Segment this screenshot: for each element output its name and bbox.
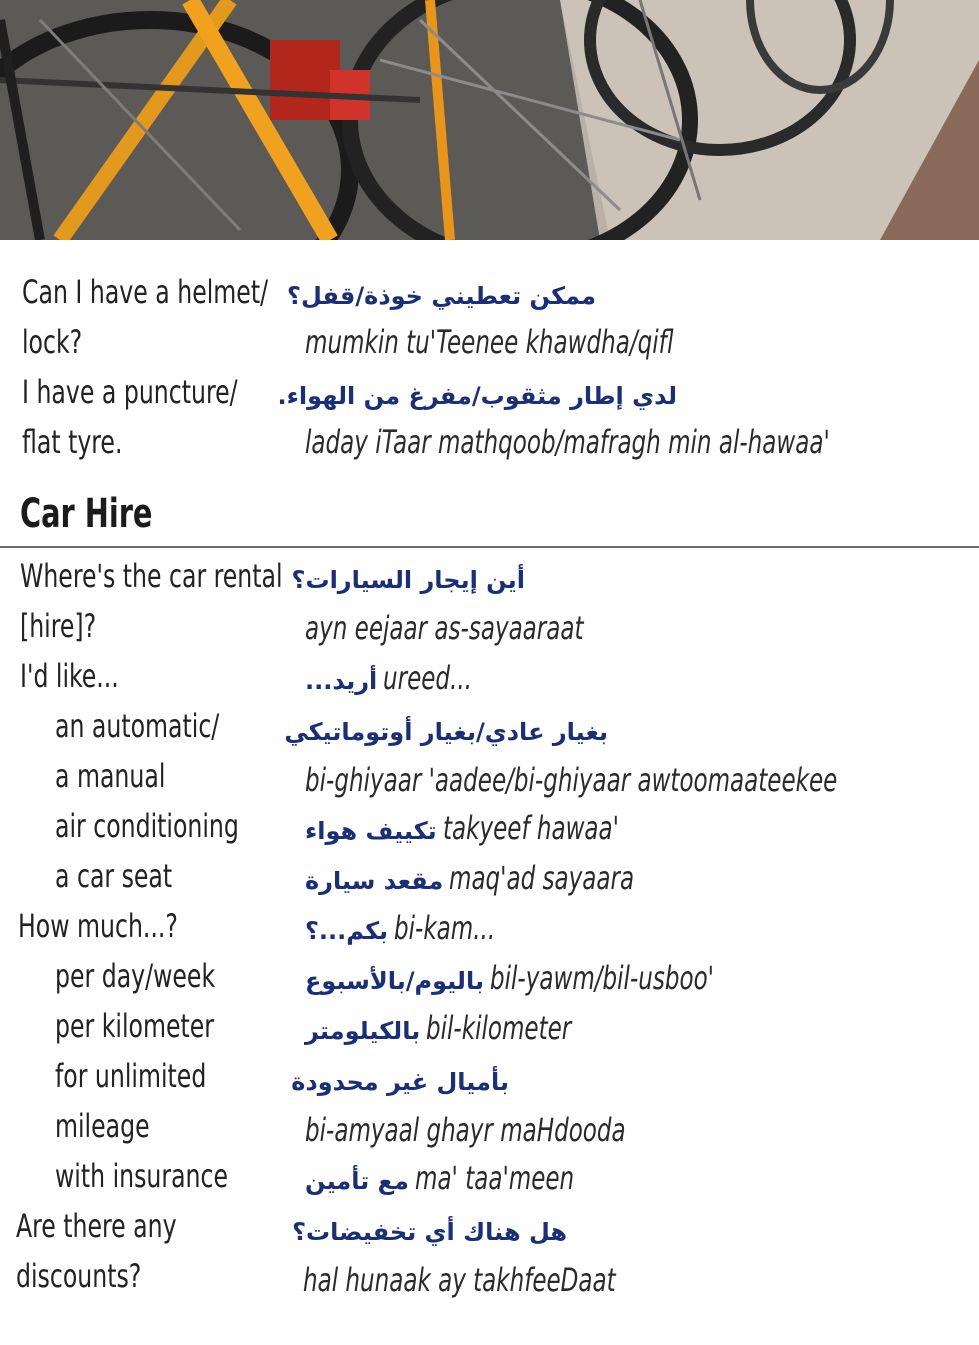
translit-with-insurance: ma' taa'meen [414,1159,575,1197]
translit-helmet: mumkin tu'Teenee khawdha/qifl [305,323,674,361]
translit-per-day-week: bil-yawm/bil-usboo' [489,959,714,997]
arabic-car-seat: مقعد سيارة [305,867,444,895]
phrase-discounts-line2: discounts? [16,1257,142,1295]
phrase-unlimited-line1: for unlimited [55,1057,207,1095]
phrase-automatic-line1: an automatic/ [55,707,220,745]
phrase-puncture-line1: I have a puncture/ [22,373,238,411]
phrase-car-rental-line2: [hire]? [20,607,97,645]
section-title-car-hire: Car Hire [20,491,153,537]
phrase-helmet-line2: lock? [22,323,83,361]
phrase-unlimited-line2: mileage [55,1107,150,1145]
translit-air-conditioning: takyeef hawaa' [442,809,619,847]
phrase-per-day-week: per day/week [55,957,216,995]
translit-puncture: laday iTaar mathqoob/mafragh min al-hawaa' [305,423,830,461]
phrase-automatic-line2: a manual [55,757,166,795]
entry-id-like [305,659,495,697]
phrase-puncture-line2: flat tyre. [22,423,123,461]
translit-id-like: ureed... [383,659,473,697]
phrase-car-rental-line1: Where's the car rental [20,557,283,595]
translit-unlimited: bi-amyaal ghayr maHdooda [305,1111,626,1149]
entry-per-day-week [305,959,770,997]
phrase-id-like: I'd like... [20,657,119,695]
arabic-how-much: بكم...؟ [305,917,389,945]
translit-per-kilometer: bil-kilometer [426,1009,572,1047]
translit-automatic: bi-ghiyaar 'aadee/bi-ghiyaar awtoomaateekee [305,761,838,799]
entry-air-conditioning [305,809,663,847]
phrase-how-much: How much...? [18,907,178,945]
translit-car-seat: maq'ad sayaara [449,859,635,897]
arabic-unlimited: بأميال غير محدودة [291,1068,509,1096]
arabic-car-rental: أين إيجار السيارات؟ [291,566,525,594]
arabic-id-like: أريد... [305,667,378,695]
arabic-helmet: ممكن تعطيني خوذة/قفل؟ [287,282,596,310]
arabic-puncture: لدي إطار مثقوب/مفرغ من الهواء. [277,382,677,410]
phrase-air-conditioning: air conditioning [55,807,239,845]
arabic-air-conditioning: تكييف هواء [305,817,437,845]
phrase-with-insurance: with insurance [55,1157,229,1195]
phrase-per-kilometer: per kilometer [55,1007,214,1045]
translit-car-rental: ayn eejaar as-sayaaraat [305,609,584,647]
translit-discounts: hal hunaak ay takhfeeDaat [303,1261,616,1299]
arabic-with-insurance: مع تأمين [305,1167,409,1195]
entry-with-insurance [305,1159,614,1197]
entry-car-seat [305,859,681,897]
arabic-per-day-week: باليوم/بالأسبوع [305,967,484,995]
arabic-discounts: هل هناك أي تخفيضات؟ [292,1218,567,1246]
entry-per-kilometer [305,1009,608,1047]
phrase-car-seat: a car seat [55,857,173,895]
phrase-discounts-line1: Are there any [16,1207,177,1245]
bicycles-photo [0,0,979,240]
arabic-automatic: بغيار عادي/بغيار أوتوماتيكي [284,718,608,746]
phrase-helmet-line1: Can I have a helmet/ [22,273,269,311]
arabic-per-kilometer: بالكيلومتر [305,1017,421,1045]
entry-how-much [305,909,521,947]
translit-how-much: bi-kam... [394,909,496,947]
section-divider [0,546,979,548]
